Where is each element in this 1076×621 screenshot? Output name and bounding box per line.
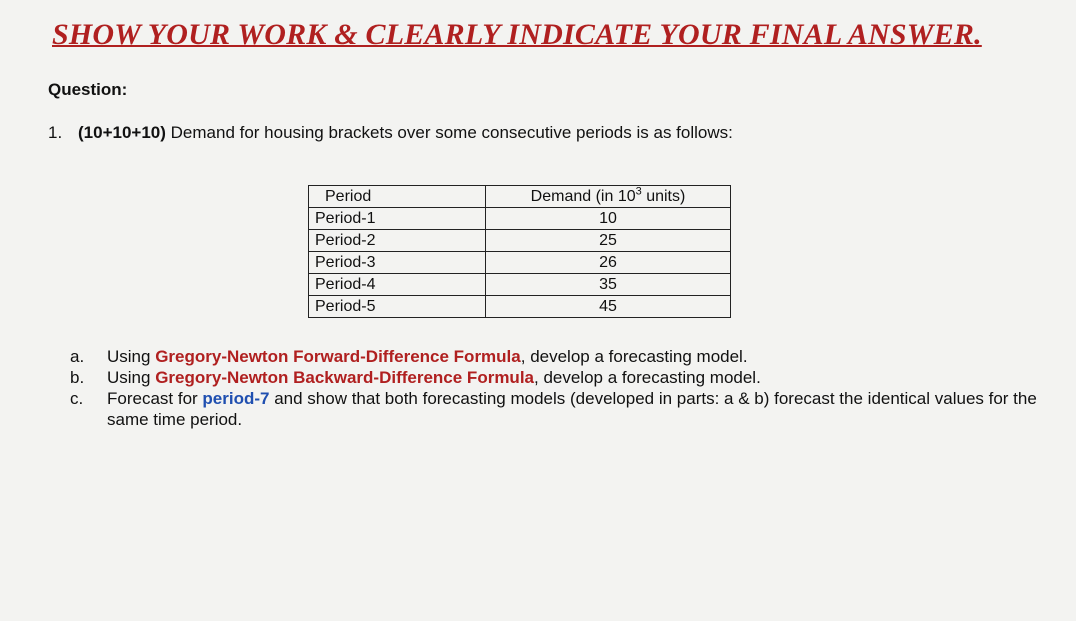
period-cell: Period-3 [309,252,486,274]
instruction-banner: SHOW YOUR WORK & CLEARLY INDICATE YOUR FINAL ANSWER. [52,18,982,51]
period-cell: Period-4 [309,274,486,296]
period-header: Period [309,186,486,208]
part-b [70,367,1037,388]
period-cell: Period-2 [309,230,486,252]
part-b-text: Using Gregory-Newton Backward-Difference Formula, develop a forecasting model. [107,368,761,387]
table-row [309,230,731,252]
part-c-label: c. [70,389,84,408]
demand-table [308,185,731,318]
part-a-label: a. [70,347,85,366]
table-row [309,208,731,230]
table-row [309,296,731,318]
demand-cell: 45 [486,296,731,318]
problem-prompt: Demand for housing brackets over some consecutive periods is as follows: [170,123,733,142]
part-a [70,346,1037,367]
part-c [70,388,1037,430]
table-header-row [309,186,731,208]
demand-header: Demand (in $10^3$ units) [486,186,731,208]
part-b-label: b. [70,368,85,387]
problem-points: (10+10+10) [78,123,166,142]
demand-cell: 35 [486,274,731,296]
table-row [309,252,731,274]
demand-cell: 25 [486,230,731,252]
problem-statement [48,123,733,143]
part-a-text: Using Gregory-Newton Forward-Difference Formula, develop a forecasting model. [107,347,748,366]
question-label: Question: [48,80,128,99]
problem-number: 1. [48,123,63,142]
question-parts [70,346,1037,430]
period-cell: Period-1 [309,208,486,230]
table-row [309,274,731,296]
period-cell: Period-5 [309,296,486,318]
part-c-text: Forecast for period-7 and show that both forecasting models (developed in parts: a & b) forecast the identical values for the same time period. [107,389,1037,429]
demand-cell: 10 [486,208,731,230]
demand-cell: 26 [486,252,731,274]
